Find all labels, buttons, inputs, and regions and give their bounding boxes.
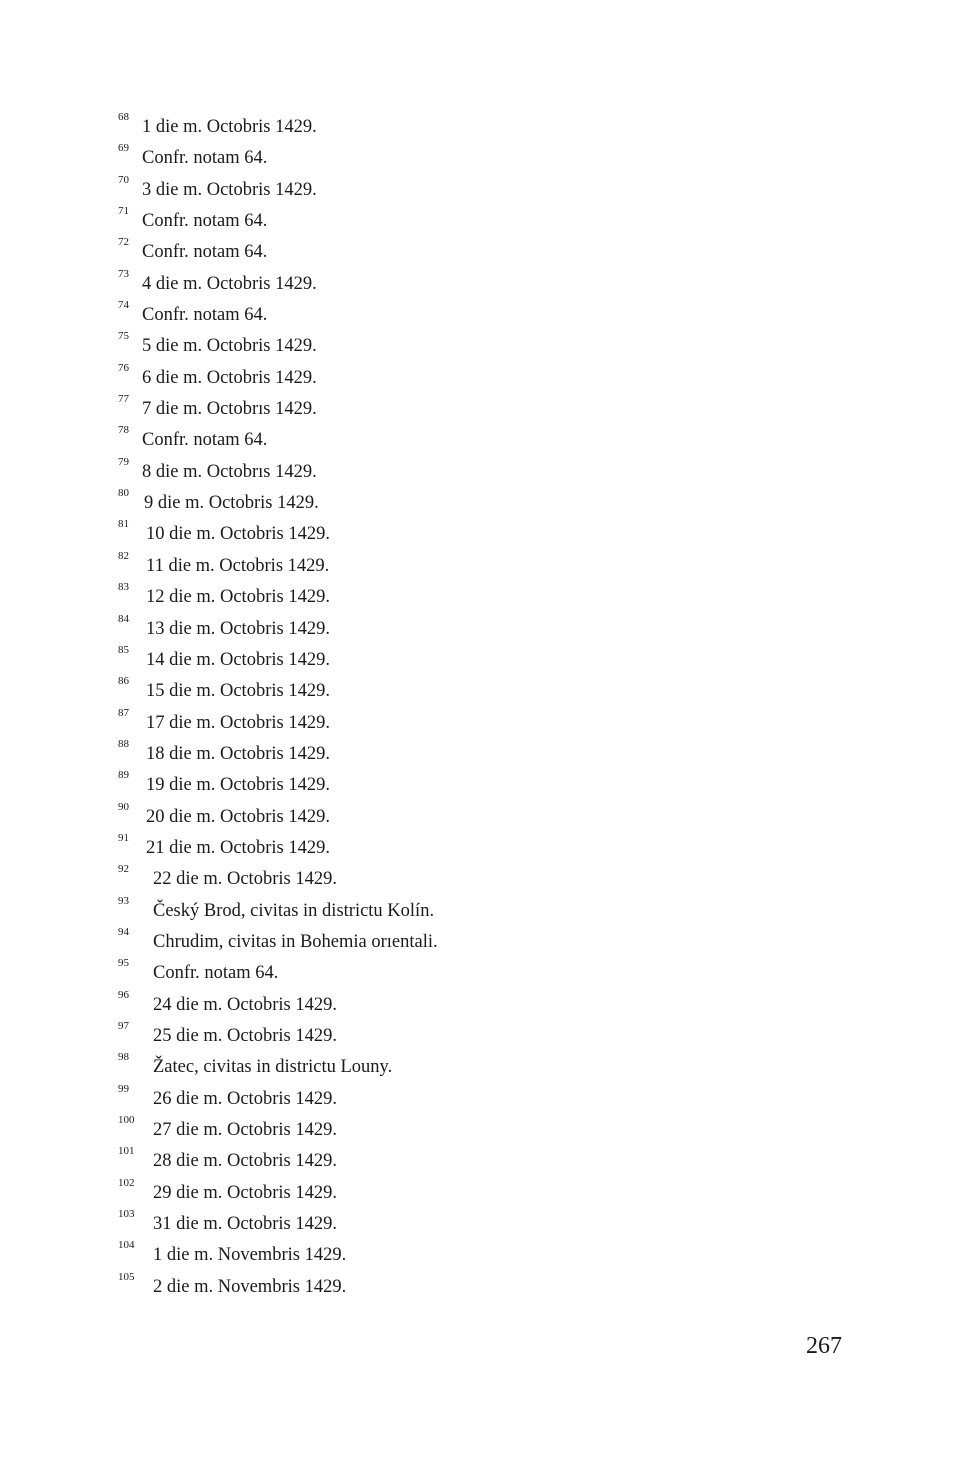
footnote-number: 93 (118, 894, 129, 907)
footnote (118, 237, 818, 268)
footnote (118, 582, 818, 613)
footnote-text: Confr. notam 64. (153, 963, 279, 984)
footnote (118, 300, 818, 331)
footnote-number: 85 (118, 643, 129, 656)
footnote (118, 519, 818, 550)
footnote (118, 1084, 818, 1115)
footnote-number: 71 (118, 205, 129, 218)
footnote-number: 72 (118, 236, 129, 249)
footnote-number: 81 (118, 518, 129, 531)
footnote-text: 6 die m. Octobris 1429. (142, 367, 317, 388)
footnote-number: 73 (118, 267, 129, 280)
footnote-number: 86 (118, 675, 129, 688)
footnote (118, 143, 818, 174)
footnote-text: 29 die m. Octobris 1429. (153, 1182, 337, 1203)
footnote-text: 17 die m. Octobris 1429. (146, 712, 330, 733)
footnote-text: 3 die m. Octobris 1429. (142, 179, 317, 200)
footnote (118, 269, 818, 300)
footnote-number: 74 (118, 299, 129, 312)
footnote-number: 70 (118, 173, 129, 186)
footnote-text: 31 die m. Octobris 1429. (153, 1214, 337, 1235)
footnote (118, 645, 818, 676)
footnote-text: Žatec, civitas in districtu Louny. (153, 1057, 393, 1078)
footnote-text: 1 die m. Novembris 1429. (153, 1245, 347, 1266)
footnote-number: 78 (118, 424, 129, 437)
footnote-list (118, 112, 818, 1303)
footnote-text: 13 die m. Octobris 1429. (146, 618, 330, 639)
footnote (118, 770, 818, 801)
footnote-number: 76 (118, 361, 129, 374)
footnote-number: 88 (118, 737, 129, 750)
footnote-text: 5 die m. Octobris 1429. (142, 336, 317, 357)
footnote (118, 488, 818, 519)
footnote-text: Confr. notam 64. (142, 148, 268, 169)
footnote-text: Confr. notam 64. (142, 211, 268, 232)
footnote (118, 1272, 818, 1303)
footnote-number: 101 (118, 1145, 135, 1158)
footnote (118, 1146, 818, 1177)
footnote (118, 958, 818, 989)
footnote-text: 25 die m. Octobris 1429. (153, 1025, 337, 1046)
footnote-number: 82 (118, 549, 129, 562)
footnote-text: 10 die m. Octobris 1429. (146, 524, 330, 545)
footnote-number: 104 (118, 1239, 135, 1252)
footnote-text: 11 die m. Octobris 1429. (146, 555, 330, 576)
footnote-number: 90 (118, 800, 129, 813)
footnote-text: 18 die m. Octobris 1429. (146, 743, 330, 764)
page-number: 267 (806, 1333, 842, 1359)
footnote-number: 87 (118, 706, 129, 719)
footnote-number: 98 (118, 1051, 129, 1064)
footnote (118, 833, 818, 864)
footnote-number: 102 (118, 1176, 135, 1189)
footnote (118, 1240, 818, 1271)
footnote-text: 21 die m. Octobris 1429. (146, 837, 330, 858)
footnote-text: 2 die m. Novembris 1429. (153, 1276, 347, 1297)
footnote-text: Confr. notam 64. (142, 430, 268, 451)
footnote (118, 1052, 818, 1083)
footnote (118, 739, 818, 770)
footnote (118, 896, 818, 927)
footnote-number: 92 (118, 863, 129, 876)
footnote (118, 206, 818, 237)
footnote-number: 80 (118, 487, 129, 500)
footnote (118, 425, 818, 456)
footnote (118, 927, 818, 958)
footnote (118, 1115, 818, 1146)
footnote-text: 26 die m. Octobris 1429. (153, 1088, 337, 1109)
footnote-text: 24 die m. Octobris 1429. (153, 994, 337, 1015)
footnote (118, 551, 818, 582)
footnote-number: 99 (118, 1082, 129, 1095)
footnote-number: 89 (118, 769, 129, 782)
footnote (118, 363, 818, 394)
footnote (118, 802, 818, 833)
footnote (118, 1209, 818, 1240)
footnote-number: 83 (118, 581, 129, 594)
footnote-text: Confr. notam 64. (142, 242, 268, 263)
footnote-text: 27 die m. Octobris 1429. (153, 1120, 337, 1140)
footnote (118, 331, 818, 362)
footnote-text: Český Brod, civitas in districtu Kolín. (153, 900, 435, 921)
footnote-text: 20 die m. Octobris 1429. (146, 806, 330, 827)
footnote (118, 676, 818, 707)
footnote (118, 175, 818, 206)
footnote-text: 4 die m. Octobris 1429. (142, 273, 317, 294)
footnote (118, 1178, 818, 1209)
footnote (118, 990, 818, 1021)
footnote-number: 105 (118, 1270, 135, 1283)
footnote-text: Chrudim, civitas in Bohemia orıentali. (153, 931, 438, 952)
footnote-text: 15 die m. Octobris 1429. (146, 681, 330, 702)
footnote-number: 94 (118, 925, 129, 938)
footnote (118, 864, 818, 895)
footnote-number: 97 (118, 1019, 129, 1032)
footnote (118, 112, 818, 143)
footnote (118, 394, 818, 425)
footnote (118, 614, 818, 645)
footnote-text: Confr. notam 64. (142, 305, 268, 326)
footnote-text: 22 die m. Octobris 1429. (153, 869, 337, 890)
footnote-text: 28 die m. Octobris 1429. (153, 1151, 337, 1172)
footnote-number: 69 (118, 142, 129, 155)
footnote-number: 96 (118, 988, 129, 1001)
footnote (118, 708, 818, 739)
footnote (118, 457, 818, 488)
footnote-text: 9 die m. Octobris 1429. (144, 493, 319, 514)
footnote-number: 100 (118, 1114, 135, 1126)
footnote (118, 1021, 818, 1052)
footnote-number: 84 (118, 612, 129, 625)
footnote-number: 75 (118, 330, 129, 343)
footnote-text: 19 die m. Octobris 1429. (146, 775, 330, 796)
footnote-number: 68 (118, 111, 129, 123)
footnote-number: 79 (118, 455, 129, 468)
footnote-text: 14 die m. Octobris 1429. (146, 649, 330, 670)
footnote-number: 77 (118, 393, 129, 406)
footnote-number: 103 (118, 1208, 135, 1221)
footnote-text: 8 die m. Octobrıs 1429. (142, 461, 317, 482)
footnote-number: 91 (118, 831, 129, 844)
footnote-text: 12 die m. Octobris 1429. (146, 587, 330, 608)
footnote-text: 1 die m. Octobris 1429. (142, 117, 317, 137)
footnote-number: 95 (118, 957, 129, 970)
footnote-text: 7 die m. Octobrıs 1429. (142, 399, 317, 420)
